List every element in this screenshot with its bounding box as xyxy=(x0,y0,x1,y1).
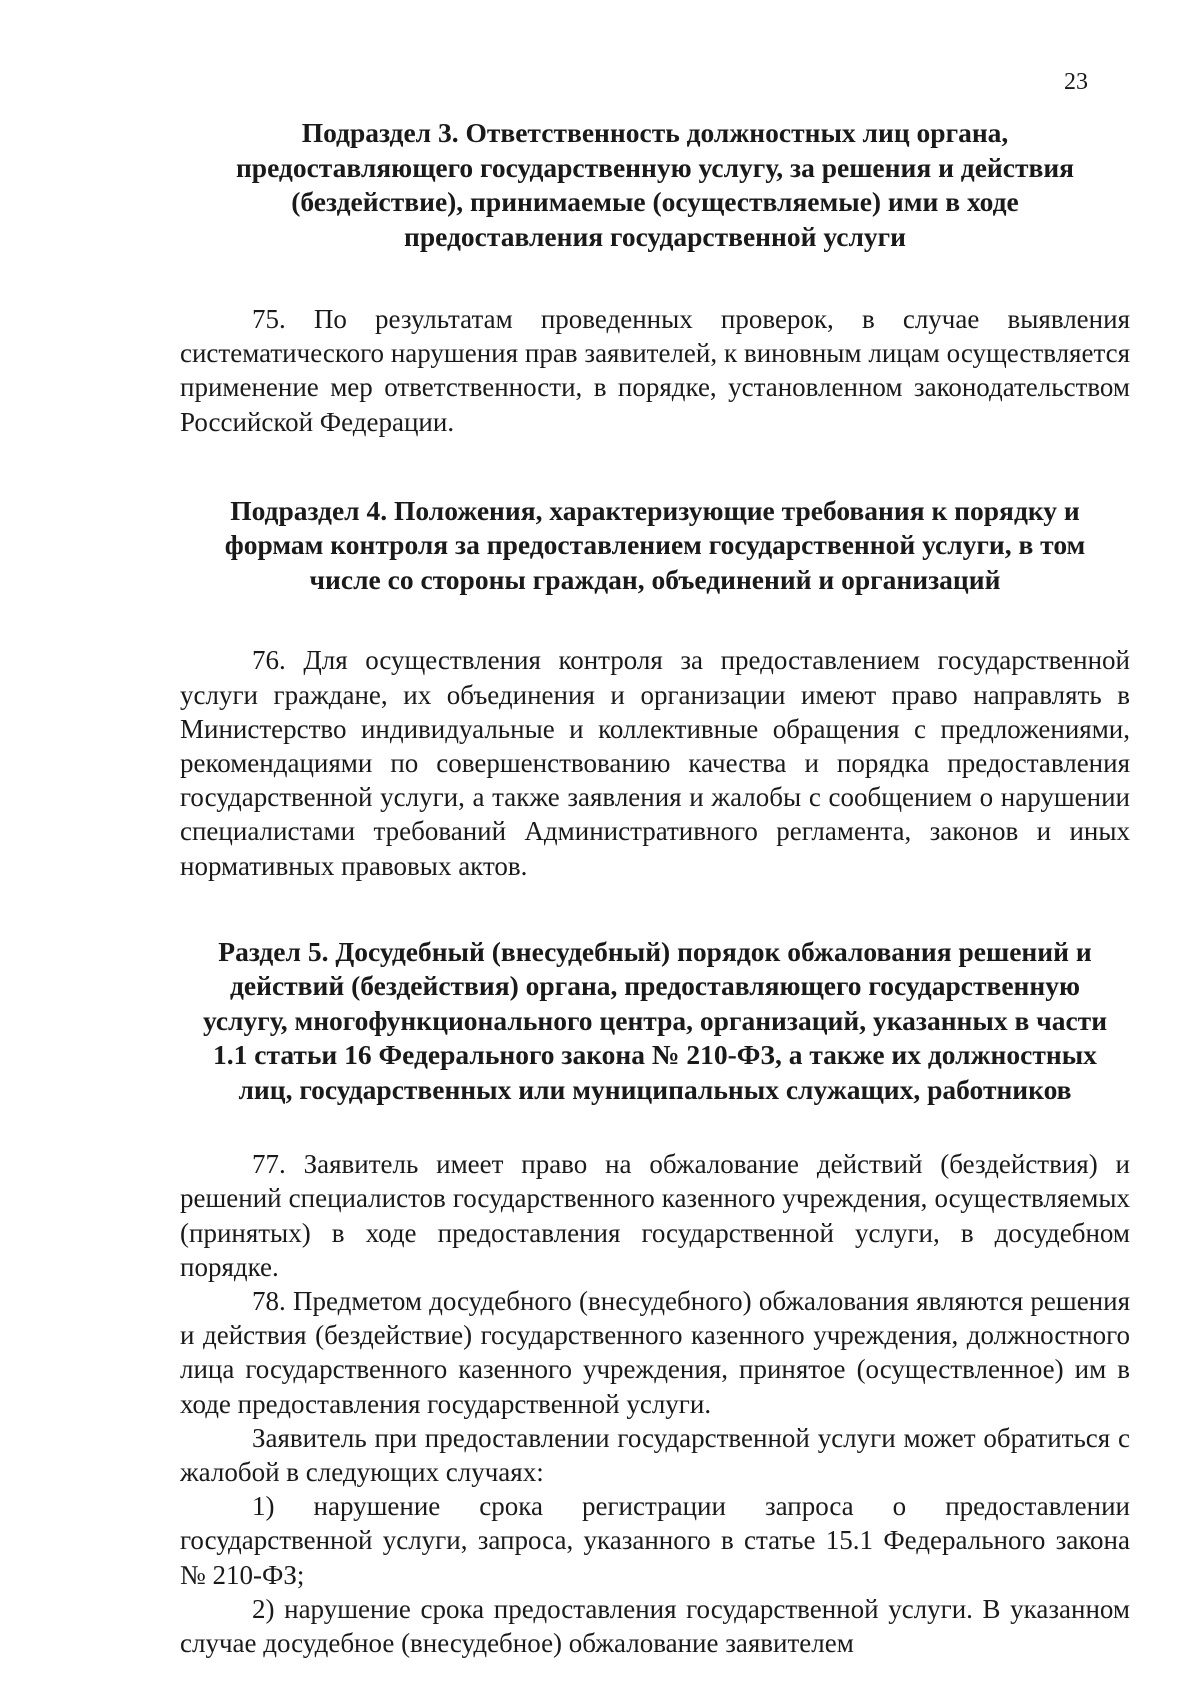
paragraph-complaint-intro: Заявитель при предоставлении государственной услуги может обратиться с жалобой в следующих случаях: xyxy=(180,1422,1130,1488)
heading-line: Подраздел 4. Положения, характеризующие требования к порядку и xyxy=(230,494,1080,526)
heading-line: (бездействие), принимаемые (осуществляемые) ими в ходе xyxy=(291,186,1019,217)
subsection-4-heading xyxy=(180,494,1130,598)
paragraph-77: 77. Заявитель имеет право на обжалование действий (бездействия) и решений специалистов государственного казенного учреждения, осуществляемых (принятых) в ходе предоставления государственной услуги, в досудебном порядке. xyxy=(180,1149,1130,1282)
heading-line: предоставляющего государственную услугу, за решения и действия xyxy=(235,151,1075,183)
paragraph-75: 75. По результатам проведенных проверок, в случае выявления систематического нарушения прав заявителей, к виновным лицам осуществляется применение мер ответственности, в порядке, установленном законодательством Российской Федерации. xyxy=(180,304,1130,437)
page-number: 23 xyxy=(1064,69,1088,95)
paragraph-78: 78. Предметом досудебного (внесудебного) обжалования являются решения и действия (бездействие) государственного казенного учреждения, должностного лица государственного казенного учреждения, принятое (осуществленное) им в ходе предоставления государственной услуги. xyxy=(180,1286,1130,1419)
heading-line: услугу, многофункционального центра, организаций, указанных в части xyxy=(202,1004,1108,1036)
heading-line: действий (бездействия) органа, предоставляющего государственную xyxy=(229,970,1080,1002)
heading-line: Подраздел 3. Ответственность должностных лиц органа, xyxy=(301,117,1009,148)
list-item-1: 1) нарушение срока регистрации запроса о предоставлении государственной услуги, запроса, указанного в статье 15.1 Федерального закона № 210-ФЗ; xyxy=(180,1491,1130,1590)
heading-line: Раздел 5. Досудебный (внесудебный) порядок обжалования решений и xyxy=(218,935,1092,967)
page-content xyxy=(180,116,1130,1660)
heading-line: формам контроля за предоставлением государственной услуги, в том xyxy=(224,529,1086,561)
heading-line: предоставления государственной услуги xyxy=(404,220,906,252)
section-5-heading xyxy=(180,935,1130,1108)
subsection-3-heading xyxy=(180,116,1130,254)
heading-line: 1.1 статьи 16 Федерального закона № 210-ФЗ, а также их должностных xyxy=(213,1039,1097,1071)
list-item-2: 2) нарушение срока предоставления государственной услуги. В указанном случае досудебное (внесудебное) обжалование заявителем xyxy=(180,1593,1130,1659)
heading-line: лиц, государственных или муниципальных служащих, работников xyxy=(238,1073,1072,1105)
heading-line: числе со стороны граждан, объединений и организаций xyxy=(309,563,1001,595)
paragraph-76: 76. Для осуществления контроля за предоставлением государственной услуги граждане, их объединения и организации имеют право направлять в Министерство индивидуальные и коллективные обращения с предложениями, рекомендациями по совершенствованию качества и порядка предоставления государственной услуги, а также заявления и жалобы с сообщением о нарушении специалистами требований Административного регламента, законов и иных нормативных правовых актов. xyxy=(180,645,1130,881)
